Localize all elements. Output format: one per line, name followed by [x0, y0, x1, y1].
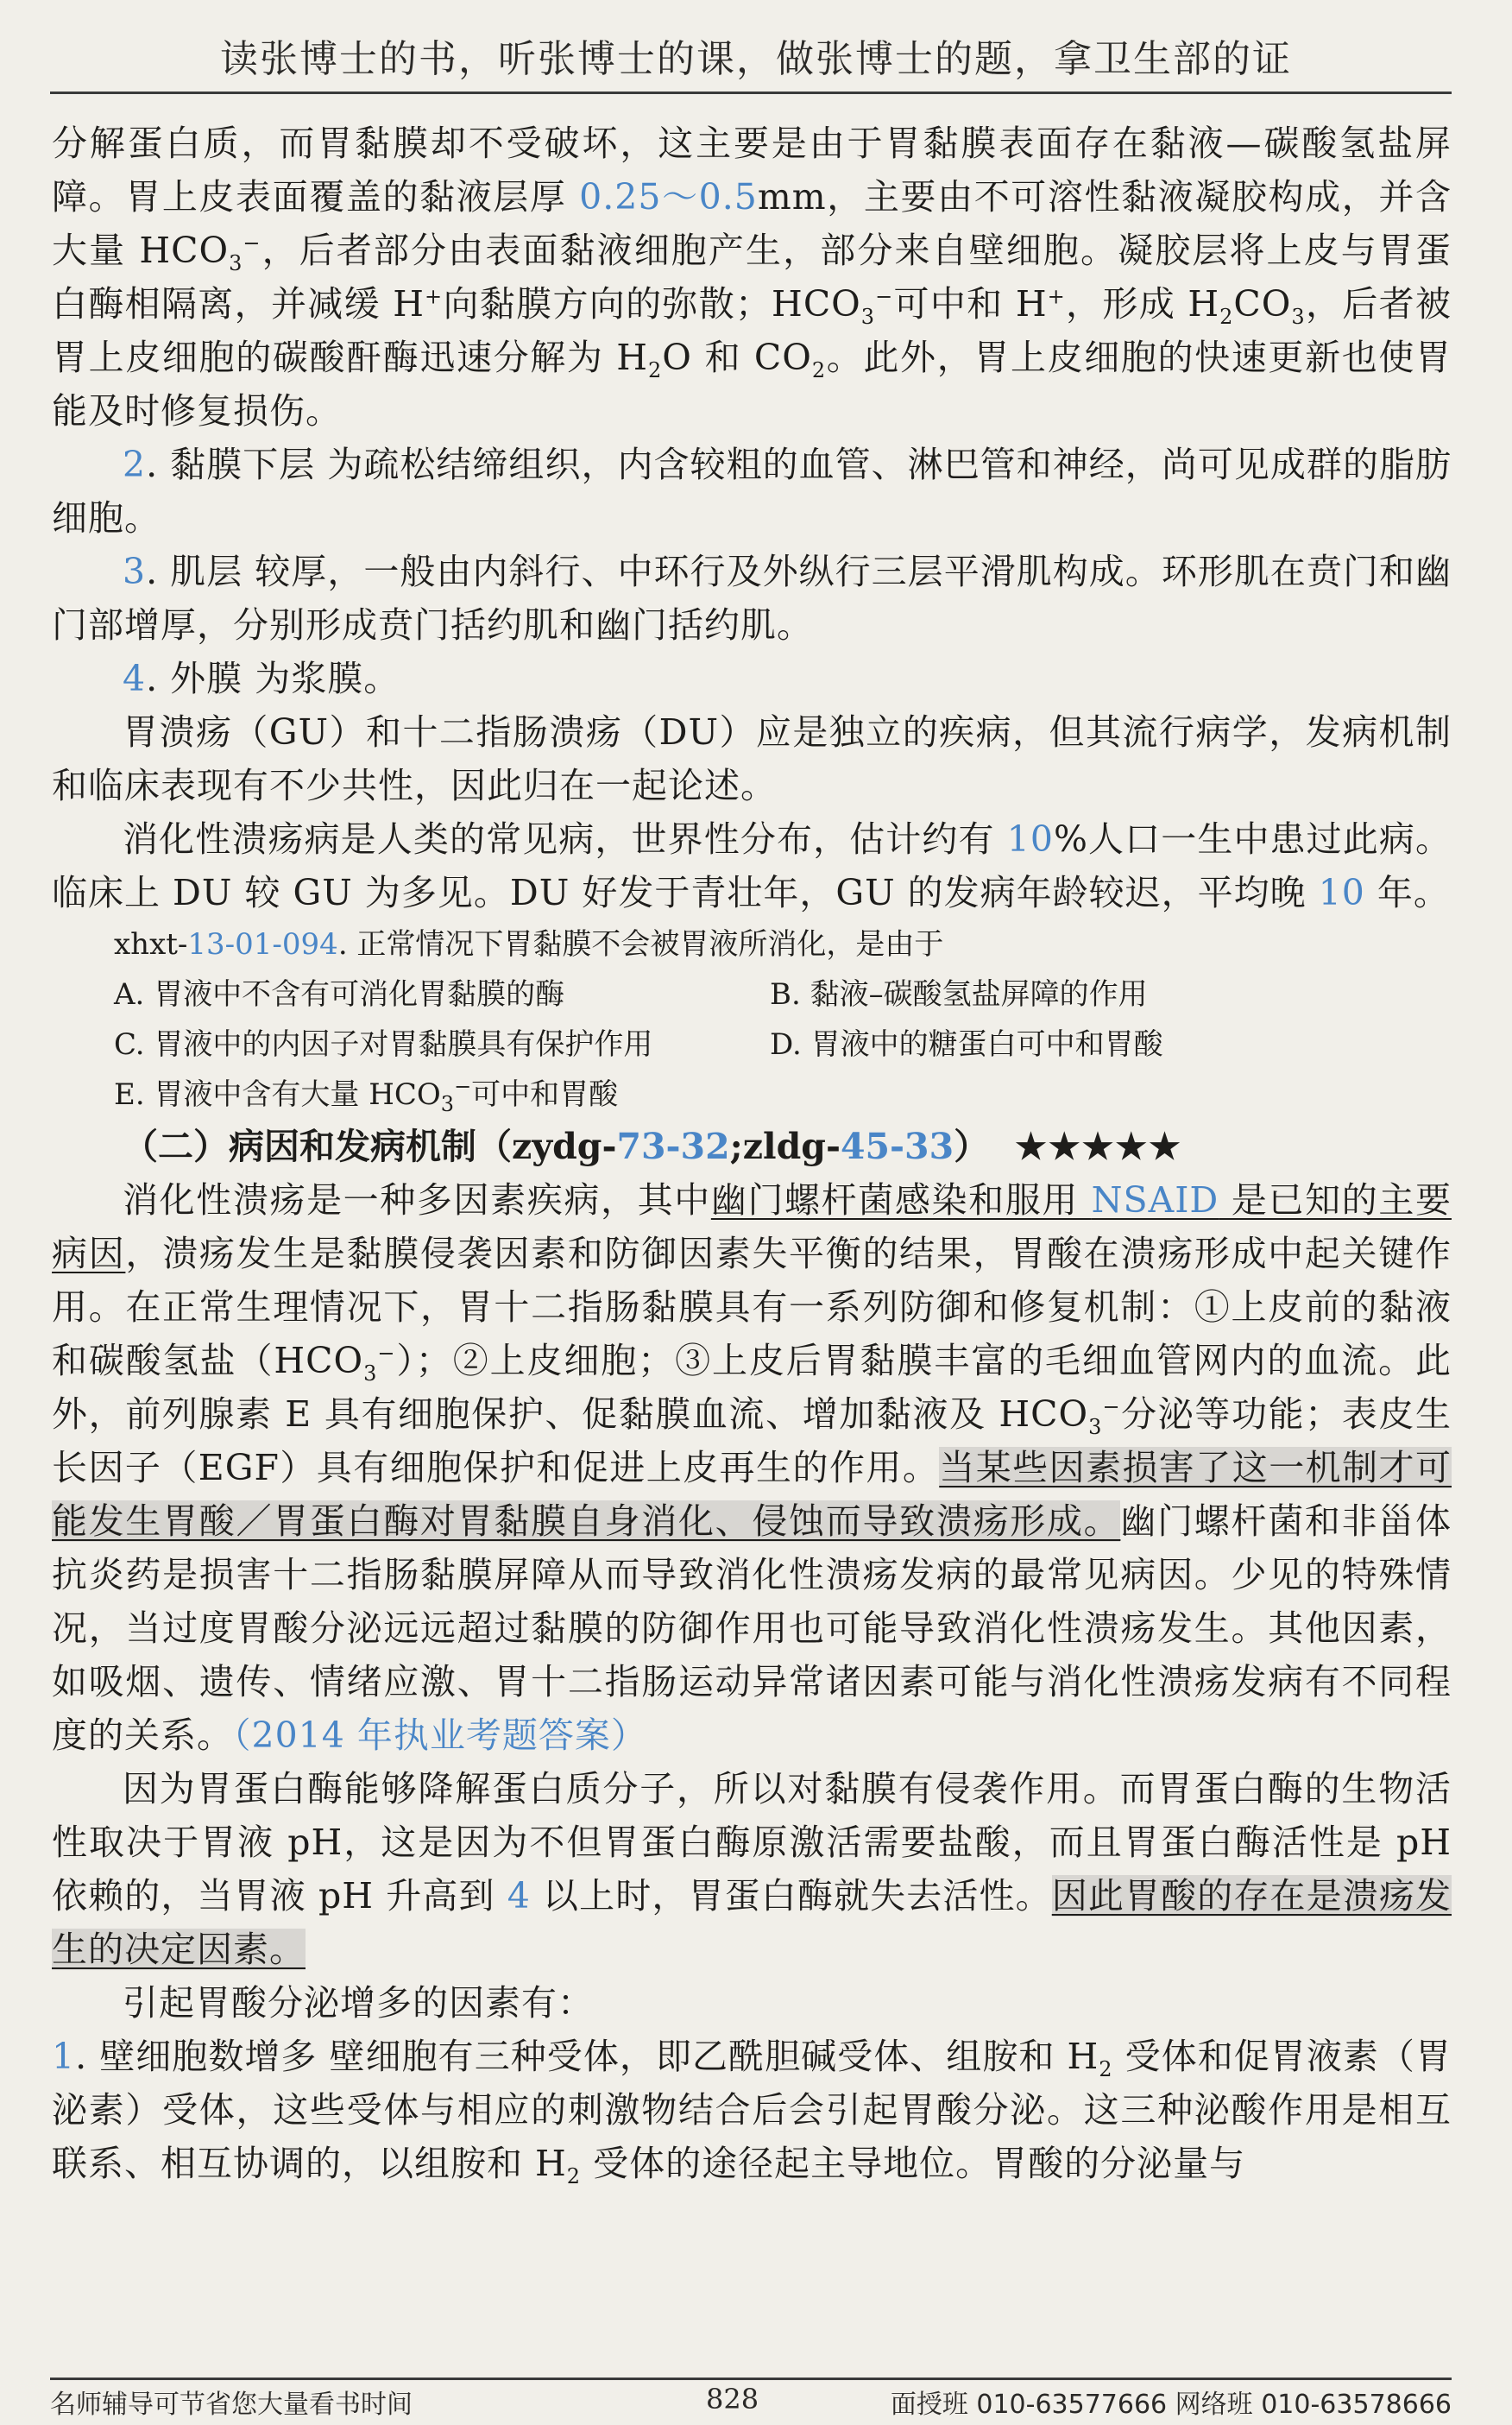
item-submucosa: 2. 黏膜下层 为疏松结缔组织，内含较粗的血管、淋巴管和神经，尚可见成群的脂肪细胞。	[52, 444, 1452, 539]
option-c: C. 胃液中的内因子对胃黏膜具有保护作用	[114, 1027, 653, 1062]
page-number: 828	[706, 2383, 759, 2416]
option-d: D. 胃液中的糖蛋白可中和胃酸	[770, 1027, 1163, 1062]
paragraph-acid-factors: 引起胃酸分泌增多的因素有：	[123, 1982, 594, 2024]
exam-note: （2014 年执业考题答案）	[233, 1715, 647, 1756]
paragraph-etiology: 消化性溃疡是一种多因素疾病，其中幽门螺杆菌感染和服用 NSAID 是已知的主要病因，溃疡发生是黏膜侵袭因素和防御因素失平衡的结果，胃酸在溃疡形成中起关键作用。在正常生理情况下，胃十二指肠黏膜具有一系列防御和修复机制：①上皮前的黏液和碳酸氢盐$(HCO_3^-)$；②上皮细胞；③上皮后胃黏膜丰富的毛细血管网内的血流。此外，前列腺素 E 具有细胞保护、促黏膜血流、增加黏液及 $HCO_3^-$分泌等功能；表皮生长因子（EGF）具有细胞保护和促进上皮再生的作用。当某些因素损害了这一机制才可能发生胃酸／胃蛋白酶对胃黏膜自身消化、侵蚀而导致溃疡形成。幽门螺杆菌和非甾体抗炎药是损害十二指肠黏膜屏障从而导致消化性溃疡发病的最常见病因。少见的特殊情况，当过度胃酸分泌远远超过黏膜的防御作用也可能导致消化性溃疡发生。其他因素，如吸烟、遗传、情绪应激、胃十二指肠运动异常诸因素可能与消化性溃疡发病有不同程度的关系。（2014 年执业考题答案）	[52, 1179, 1452, 1756]
section-heading: （二）病因和发病机制（zydg-73-32;zldg-45-33） ★★★★★	[123, 1126, 1182, 1167]
footer-contact: 面授班 010-63577666 网络班 010-63578666	[890, 2390, 1452, 2420]
item-muscularis: 3. 肌层 较厚，一般由内斜行、中环行及外纵行三层平滑肌构成。环形肌在贲门和幽门部增厚，分别形成贲门括约肌和幽门括约肌。	[52, 551, 1452, 646]
option-b: B. 黏液–碳酸氢盐屏障的作用	[770, 977, 1148, 1012]
footer-slogan: 名师辅导可节省您大量看书时间	[50, 2390, 413, 2420]
question-stem: xhxt-13-01-094. 正常情况下胃黏膜不会被胃液所消化，是由于	[114, 927, 944, 962]
paragraph-epidemiology: 消化性溃疡病是人类的常见病，世界性分布，估计约有 10%人口一生中患过此病。临床上 DU 较 GU 为多见。DU 好发于青壮年，GU 的发病年龄较迟，平均晚 10 年。	[52, 818, 1452, 913]
page-footer	[50, 2383, 1452, 2421]
item-serosa: 4. 外膜 为浆膜。	[123, 658, 400, 699]
running-header: 读张博士的书，听张博士的课，做张博士的题，拿卫生部的证	[220, 37, 1292, 81]
paragraph-parietal-cells: 1. 壁细胞数增多 壁细胞有三种受体，即乙酰胆碱受体、组胺和 $H_2$ 受体和促胃液素（胃泌素）受体，这些受体与相应的刺激物结合后会引起胃酸分泌。这三种泌酸作用是相互联系、相互协调的，以组胺和 $H_2$ 受体的途径起主导地位。胃酸的分泌量与	[52, 2036, 1452, 2189]
star-rating-icon: ★★★★★	[1015, 1126, 1182, 1167]
underline-mechanism: 当某些因素损害了这一机制才可能发生胃酸／胃蛋白酶对胃黏膜自身消化、侵蚀而导致溃疡形成。	[52, 1447, 1452, 1542]
paragraph-gu-du: 胃溃疡（GU）和十二指肠溃疡（DU）应是独立的疾病，但其流行病学，发病机制和临床表现有不少共性，因此归在一起论述。	[52, 711, 1452, 806]
underline-acid-decisive: 因此胃酸的存在是溃疡发生的决定因素。	[52, 1875, 1452, 1970]
footer-rule	[50, 2378, 1452, 2380]
paragraph-mucus-barrier: 分解蛋白质，而胃黏膜却不受破坏，这主要是由于胃黏膜表面存在黏液—碳酸氢盐屏障。胃上皮表面覆盖的黏液层厚 0.25～0.5mm，主要由不可溶性黏液凝胶构成，并含大量 $HCO_3^-$，后者部分由表面黏液细胞产生，部分来自壁细胞。凝胶层将上皮与胃蛋白酶相隔离，并减缓 H+向黏膜方向的弥散；$HCO_3^-$可中和 H+，形成 $H_2CO_3$，后者被胃上皮细胞的碳酸酐酶迅速分解为 $H_2O$ 和 $CO_2$。此外，胃上皮细胞的快速更新也使胃能及时修复损伤。	[52, 123, 1452, 432]
question-options	[52, 969, 1452, 1120]
value-thickness: 0.25～0.5	[579, 176, 758, 218]
option-a: A. 胃液中不含有可消化胃黏膜的酶	[114, 977, 565, 1012]
underline-main-cause: 幽门螺杆菌感染和服用 NSAID 是已知的主要病因	[52, 1179, 1452, 1274]
paragraph-pepsin: 因为胃蛋白酶能够降解蛋白质分子，所以对黏膜有侵袭作用。而胃蛋白酶的生物活性取决于胃液 pH，这是因为不但胃蛋白酶原激活需要盐酸，而且胃蛋白酶活性是 pH 依赖的，当胃液 pH 升高到 4 以上时，胃蛋白酶就失去活性。因此胃酸的存在是溃疡发生的决定因素。	[52, 1768, 1452, 1970]
option-e: E. 胃液中含有大量 $HCO_3^-$可中和胃酸	[114, 1074, 619, 1116]
header-rule	[50, 92, 1452, 94]
page-body	[52, 117, 1452, 2190]
